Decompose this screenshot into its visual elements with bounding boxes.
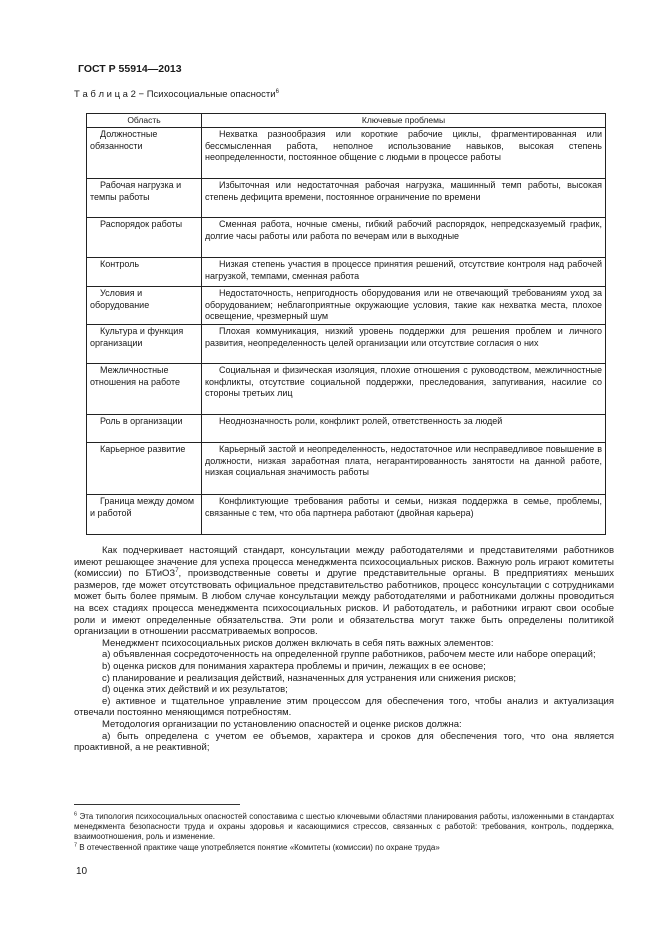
area-cell: Межличностные отношения на работе (87, 364, 202, 415)
table-caption (74, 89, 279, 100)
body-text (74, 545, 614, 754)
paragraph-text: Как подчеркивает настоящий стандарт, консультации между работодателями и представителями работников имеют решающее значение для успеха процесса менеджмента психосоциальных рисков. Важную роль играют комитеты (комиссии) по БТиОЗ (74, 545, 614, 580)
list-item: e) активное и тщательное управление этим процессом для обеспечения того, чтобы анализ и актуализация отвечали постоянно меняющимся потребностям. (74, 695, 614, 719)
table-header-row (87, 114, 606, 128)
paragraph-text: , производственные советы и другие представительные органы. В предприятиях меньших размеров, где может отсутствовать официальное представительство работников, процесс консультации с сотрудниками может быть более прямым. В любом случае консультации между работодателями и работниками должны проводиться на всех стадиях процесса менеджмента психосоциальных рисков. И работодатель, и работники играют свои особые роли и имеют определенные обязательства. Эти роли и обязательства могут также быть определены политикой организации в отношении рассматриваемых вопросов. (74, 568, 614, 638)
area-cell: Роль в организации (87, 415, 202, 443)
column-header-area: Область (87, 114, 202, 128)
problems-cell: Неоднозначность роли, конфликт ролей, ответственность за людей (202, 415, 606, 443)
problems-cell: Низкая степень участия в процессе принятия решений, отсутствие контроля над рабочей нагрузкой, темпами, сменная работа (202, 258, 606, 287)
psychosocial-hazards-table (86, 113, 606, 535)
list-item: a) быть определена с учетом ее объемов, характера и сроков для обеспечения того, что она является проактивной, а не реактивной; (74, 730, 614, 754)
area-cell: Граница между домом и работой (87, 495, 202, 535)
list-item: b) оценка рисков для понимания характера проблемы и причин, лежащих в ее основе; (102, 660, 486, 672)
area-cell: Рабочая нагрузка и темпы работы (87, 179, 202, 218)
footnote-6 (74, 812, 614, 843)
footnote-text: Эта типология психосоциальных опасностей сопоставима с шестью ключевыми областями планирования работы, изложенными в стандартах менеджмента безопасности труда и охраны здоровья и касающимися стрессов, связанных с работой: требования, контроль, поддержка, взаимоотношения, роль и изменение. (74, 812, 614, 842)
table-caption-text: Т а б л и ц а 2 − Психосоциальные опасности (74, 89, 276, 101)
page-number: 10 (76, 866, 88, 877)
footnotes (74, 812, 614, 853)
area-cell: Распорядок работы (87, 218, 202, 258)
problems-cell: Социальная и физическая изоляция, плохие отношения с руководством, межличностные конфликты, отсутствие социальной поддержки, преследования, запугивания, насилие со стороны третьих лиц (202, 364, 606, 415)
area-cell: Должностные обязанности (87, 128, 202, 179)
table-row (87, 179, 606, 218)
paragraph-five-elements: Менеджмент психосоциальных рисков должен включать в себя пять важных элементов: (102, 637, 494, 649)
footnote-separator (74, 804, 240, 805)
problems-cell: Карьерный застой и неопределенность, недостаточное или несправедливое повышение в должности, низкая заработная плата, негарантированность занятости на данной работе, низкая социальная значимость работы (202, 443, 606, 495)
problems-cell: Недостаточность, непригодность оборудования или не отвечающий требованиям уход за оборудованием; неблагоприятные окружающие условия, такие как нехватка места, плохое освещение, чрезмерный шум (202, 287, 606, 325)
footnote-text: В отечественной практике чаще употребляется понятие «Комитеты (комиссии) по охране труда» (77, 842, 440, 852)
area-cell: Условия и оборудование (87, 287, 202, 325)
area-cell: Культура и функция организации (87, 325, 202, 364)
paragraph-methodology: Методология организации по установлению опасностей и оценке рисков должна: (102, 718, 462, 730)
list-item: c) планирование и реализация действий, назначенных для устранения или снижения рисков; (102, 672, 517, 684)
area-cell: Карьерное развитие (87, 443, 202, 495)
column-header-problems: Ключевые проблемы (202, 114, 606, 128)
table-row (87, 287, 606, 325)
problems-cell: Нехватка разнообразия или короткие рабочие циклы, фрагментированная или бессмысленная работа, неполное использование навыков, высокая степень неопределенности, постоянное общение с людьми в процессе работы (202, 128, 606, 179)
table-row (87, 364, 606, 415)
table-row (87, 495, 606, 535)
table-row (87, 325, 606, 364)
list-item: d) оценка этих действий и их результатов; (102, 684, 288, 696)
problems-cell: Избыточная или недостаточная рабочая нагрузка, машинный темп работы, высокая степень дефицита времени, постоянное ограничение по времени (202, 179, 606, 218)
footnote-7 (74, 843, 614, 853)
document-header: ГОСТ Р 55914—2013 (78, 63, 182, 75)
paragraph-consultations (74, 545, 614, 638)
footnote-ref-7: 7 (175, 568, 179, 575)
problems-cell: Конфликтующие требования работы и семьи, низкая поддержка в семье, проблемы, связанные с тем, что оба партнера работают (двойная карьера) (202, 495, 606, 535)
table-row (87, 128, 606, 179)
table-row (87, 443, 606, 495)
problems-cell: Сменная работа, ночные смены, гибкий рабочий распорядок, непредсказуемый график, долгие часы работы или работа по вечерам или в выходные (202, 218, 606, 258)
table-row (87, 258, 606, 287)
list-item: a) объявленная сосредоточенность на определенной группе работников, рабочем месте или наборе операций; (102, 649, 596, 661)
area-cell: Контроль (87, 258, 202, 287)
footnote-marker: 6 (74, 811, 78, 818)
table-row (87, 218, 606, 258)
footnote-ref-6: 6 (275, 89, 279, 95)
footnote-marker: 7 (74, 841, 78, 848)
problems-cell: Плохая коммуникация, низкий уровень поддержки для решения проблем и личного развития, неопределенность целей организации или отсутствие согласия о них (202, 325, 606, 364)
table-row (87, 415, 606, 443)
